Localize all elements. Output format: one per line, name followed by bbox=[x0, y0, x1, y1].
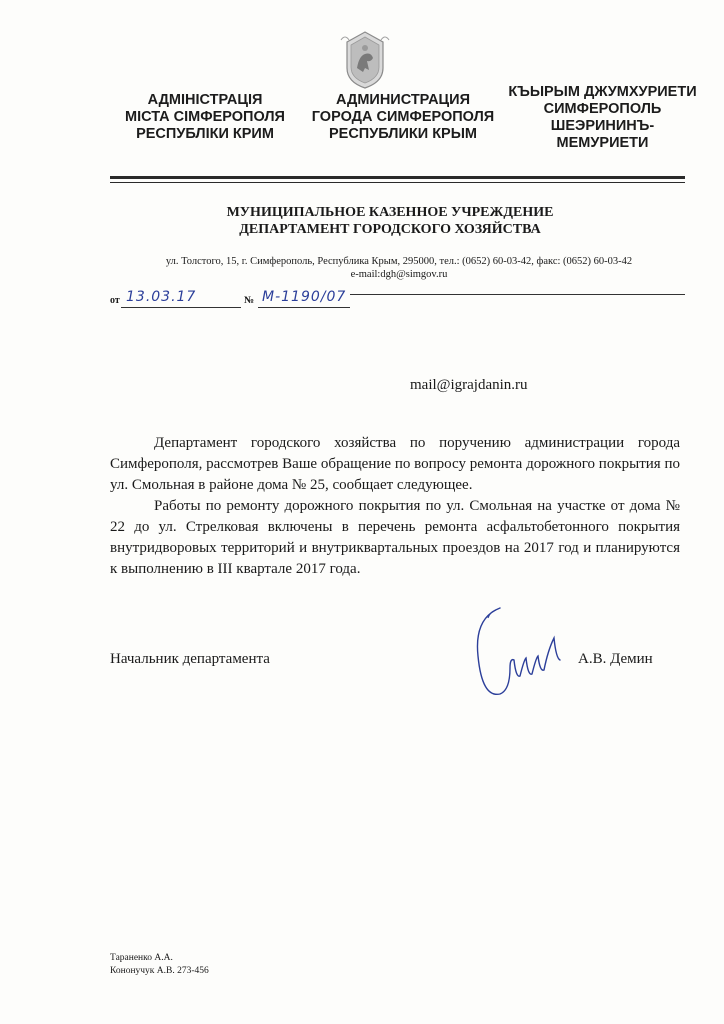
executor-line-2: Кононучук А.В. 273-456 bbox=[110, 966, 209, 976]
recipient-email: mail@igrajdanin.ru bbox=[410, 377, 528, 393]
signatory-name: А.В. Демин bbox=[578, 651, 653, 667]
header-russian bbox=[298, 92, 508, 143]
header-divider-thick bbox=[110, 176, 685, 179]
date-label: от bbox=[110, 295, 120, 306]
coat-of-arms-emblem bbox=[337, 28, 393, 90]
signatory-position: Начальник департамента bbox=[110, 651, 270, 667]
header-crh-line4: МЕМУРИЕТИ bbox=[556, 135, 649, 151]
header-crh-line1: КЪЫРЫМ ДЖУМХУРИЕТИ bbox=[508, 84, 697, 100]
header-ua-line3: РЕСПУБЛІКИ КРИМ bbox=[136, 126, 274, 142]
header-ru-line1: АДМИНИСТРАЦИЯ bbox=[335, 92, 470, 108]
header-divider-thin bbox=[110, 182, 685, 183]
header-crh-line2: СИМФЕРОПОЛЬ bbox=[543, 101, 662, 117]
header-ua-line1: АДМІНІСТРАЦІЯ bbox=[147, 92, 263, 108]
organization-address: ул. Толстого, 15, г. Симферополь, Республика Крым, 295000, тел.: (0652) 60-03-42, факс: (0652) 60-03-42 bbox=[165, 256, 633, 267]
handwritten-number: М-1190/07 bbox=[262, 289, 347, 305]
number-underline bbox=[258, 307, 350, 308]
organization-email: e-mail:dgh@simgov.ru bbox=[350, 269, 448, 280]
header-ua-line2: МІСТА СІМФЕРОПОЛЯ bbox=[125, 109, 285, 125]
handwritten-signature bbox=[470, 598, 580, 706]
organization-name-line1: МУНИЦИПАЛЬНОЕ КАЗЕННОЕ УЧРЕЖДЕНИЕ bbox=[226, 205, 554, 220]
header-ukrainian bbox=[110, 92, 300, 143]
header-crh-line3: ШЕЭРИНИНЪ- bbox=[550, 118, 655, 134]
handwritten-date: 13.03.17 bbox=[126, 289, 197, 305]
reference-line bbox=[110, 289, 685, 311]
reference-rule bbox=[350, 294, 685, 295]
number-label: № bbox=[244, 295, 255, 306]
organization-name-line2: ДЕПАРТАМЕНТ ГОРОДСКОГО ХОЗЯЙСТВА bbox=[239, 222, 541, 237]
header-ru-line3: РЕСПУБЛИКИ КРЫМ bbox=[328, 126, 477, 142]
date-underline bbox=[121, 307, 241, 308]
letter-body bbox=[110, 433, 680, 580]
body-paragraph-1: Департамент городского хозяйства по поручению администрации города Симферополя, рассмотрев Ваше обращение по вопросу ремонта дорожного покрытия по ул. Смольная в районе дома № 25, сообщает следующее. bbox=[110, 435, 680, 493]
header-crimean-tatar bbox=[500, 84, 705, 152]
executor-line-1: Тараненко А.А. bbox=[110, 953, 173, 963]
body-paragraph-2: Работы по ремонту дорожного покрытия по ул. Смольная на участке от дома № 22 до ул. Стрелковая включены в перечень ремонта асфальтобетонного покрытия внутридворовых территорий и внутриквартальных проездов на 2017 год и планируются к выполнению в III квартале 2017 года. bbox=[110, 498, 680, 577]
header-ru-line2: ГОРОДА СИМФЕРОПОЛЯ bbox=[311, 109, 495, 125]
